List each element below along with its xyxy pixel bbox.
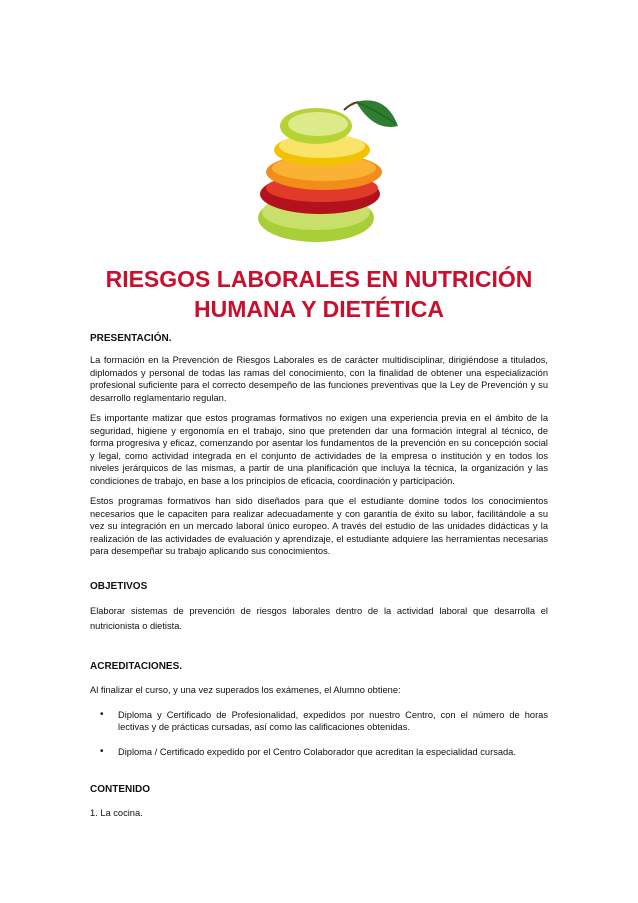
acreditaciones-section xyxy=(90,661,548,758)
contenido-item-1: 1. La cocina. xyxy=(90,808,143,818)
presentacion-heading: PRESENTACIÓN. xyxy=(90,333,172,344)
presentacion-paragraph-1: La formación en la Prevención de Riesgos Laborales es de carácter multidisciplinar, dirigiéndose a titulados, diplomados y personal de todas las ramas del conocimiento, con la finalidad de obtener una especialización profesional suficiente para el correcto desempeño de las funciones preventivas que la Ley de Prevención y su desarrollo reglamentario regulan. xyxy=(90,355,548,403)
acreditaciones-heading: ACREDITACIONES. xyxy=(90,661,183,672)
presentacion-paragraph-2: Es importante matizar que estos programas formativos no exigen una experiencia previa en el ámbito de la seguridad, higiene y ergonomía en el trabajo, sino que pretenden dar una formación integral al técnico, de forma progresiva y eficaz, comenzando por asentar los fundamentos de la prevención en su concepción social y legal, como actividad integrada en el conjunto de actividades de la empresa o institución y en todos los niveles jerárquicos de las mismas, a partir de una planificación que incluya la técnica, la organización y las condiciones de trabajo, en base a los principios de eficacia, coordinación y participación. xyxy=(90,413,548,486)
presentacion-section xyxy=(90,333,548,558)
objetivos-heading: OBJETIVOS xyxy=(90,581,148,592)
bullet-icon: • xyxy=(100,745,104,757)
list-item xyxy=(90,709,548,734)
list-item-text: Diploma y Certificado de Profesionalidad, expedidos por nuestro Centro, con el número de horas lectivas y de prácticas cursadas, así como las calificaciones obtenidas. xyxy=(118,709,548,732)
objetivos-text: Elaborar sistemas de prevención de riesgos laborales dentro de la actividad laboral que desarrolla el nutricionista o dietista. xyxy=(90,606,548,631)
acreditaciones-intro: Al finalizar el curso, y una vez superados los exámenes, el Alumno obtiene: xyxy=(90,685,401,695)
acreditaciones-list xyxy=(90,709,548,759)
presentacion-paragraph-3: Estos programas formativos han sido diseñados para que el estudiante domine todos los conocimientos necesarios que le capaciten para realizar adecuadamente y con garantía de éxito su labor, facilitándole a su vez su integración en un mercado laboral único europeo. A través del estudio de las unidades didácticas y la realización de las actividades de evaluación y aprendizaje, el estudiante adquiere las herramientas necesarias para desempeñar su trabajo aplicando sus conocimientos. xyxy=(90,496,548,556)
objetivos-section xyxy=(90,581,548,634)
list-item-text: Diploma / Certificado expedido por el Centro Colaborador que acreditan la especialidad cursada. xyxy=(118,746,516,757)
title-line-2: HUMANA Y DIETÉTICA xyxy=(193,296,445,322)
fruit-stack-image xyxy=(236,96,406,244)
contenido-section xyxy=(90,784,548,820)
title-line-1: RIESGOS LABORALES EN NUTRICIÓN xyxy=(105,266,533,292)
list-item xyxy=(90,746,548,759)
contenido-heading: CONTENIDO xyxy=(90,784,150,795)
bullet-icon: • xyxy=(100,708,104,720)
page-title xyxy=(60,264,578,324)
